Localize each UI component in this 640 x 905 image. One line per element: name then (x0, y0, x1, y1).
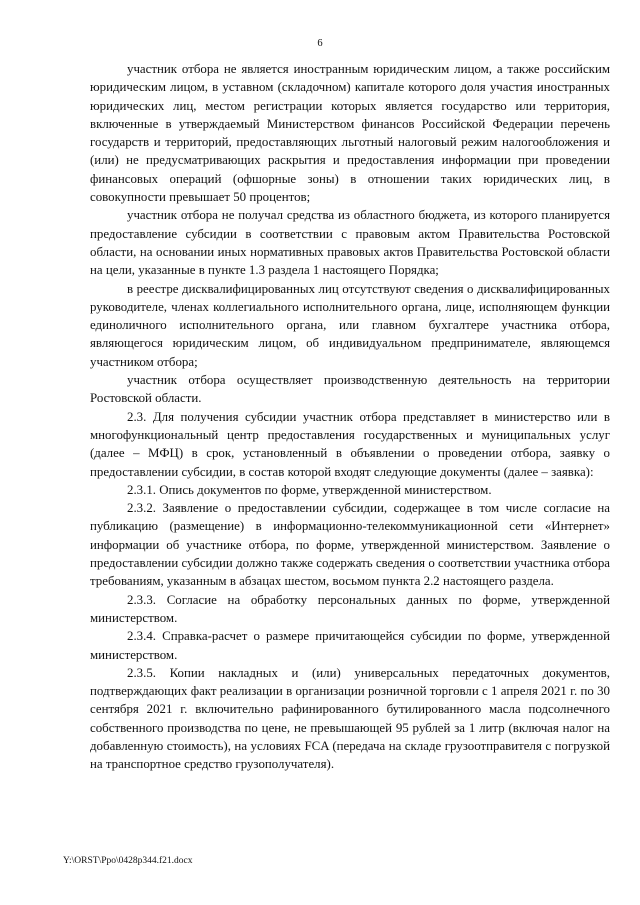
paragraph-regional-budget: участник отбора не получал средства из областного бюджета, из которого планируется предоставление субсидии в соответствии с правовым актом Правительства Ростовской области, на основании иных нормативных правовых актов Правительства Ростовской области на цели, указанные в пункте 1.3 раздела 1 настоящего Порядка; (90, 208, 610, 278)
paragraph-2-3-5: 2.3.5. Копии накладных и (или) универсальных передаточных документов, подтверждающих факт реализации в организации розничной торговли с 1 апреля 2021 г. по 30 сентября 2021 г. включительно рафинированного бутилированного масла подсолнечного собственного производства по цене, не превышающей 95 рублей за 1 литр (включая налог на добавленную стоимость), на условиях FCA (передача на складе грузоотправителя с погрузкой на транспортное средство грузополучателя). (90, 665, 610, 772)
paragraph-2-3-3: 2.3.3. Согласие на обработку персональных данных по форме, утвержденной министерством. (90, 592, 610, 625)
paragraph-production-activity: участник отбора осуществляет производственную деятельность на территории Ростовской области. (90, 373, 610, 406)
document-body (90, 60, 610, 774)
paragraph-2-3: 2.3. Для получения субсидии участник отбора представляет в министерство или в многофункциональный центр предоставления государственных и муниципальных услуг (далее – МФЦ) в срок, установленный в объявлении о проведении отбора, заявку о предоставлении субсидии, в состав которой входят следующие документы (далее – заявка): (90, 409, 610, 479)
paragraph-2-3-2: 2.3.2. Заявление о предоставлении субсидии, содержащее в том числе согласие на публикацию (размещение) в информационно-телекоммуникационной сети «Интернет» информации об участнике отбора, по форме, утвержденной министерством. Заявление о предоставлении субсидии должно также содержать сведения о соответствии участника отбора требованиям, указанным в абзацах шестом, восьмом пункта 2.2 настоящего раздела. (90, 501, 610, 589)
paragraph-foreign-entity: участник отбора не является иностранным юридическим лицом, а также российским юридическим лицом, в уставном (складочном) капитале которого доля участия иностранных юридических лиц, местом регистрации которых является государство или территория, включенные в утверждаемый Министерством финансов Российской Федерации перечень государств и территорий, предоставляющих льготный налоговый режим налогообложения и (или) не предусматривающих раскрытия и предоставления информации при проведении финансовых операций (офшорные зоны) в отношении таких юридических лиц, в совокупности превышает 50 процентов; (90, 62, 610, 205)
paragraph-2-3-1: 2.3.1. Опись документов по форме, утвержденной министерством. (127, 482, 492, 497)
paragraph-disqualified-registry: в реестре дисквалифицированных лиц отсутствуют сведения о дисквалифицированных руководителе, членах коллегиального исполнительного органа, лице, исполняющем функции единоличного исполнительного органа, или главном бухгалтере участника отбора, являющегося юридическим лицом, об индивидуальном предпринимателе, являющемся участником отбора; (90, 281, 610, 369)
file-path-footer: Y:\ORST\Ppo\0428p344.f21.docx (63, 856, 193, 866)
page-number: 6 (317, 38, 323, 49)
paragraph-2-3-4: 2.3.4. Справка-расчет о размере причитающейся субсидии по форме, утвержденной министерством. (90, 629, 610, 662)
